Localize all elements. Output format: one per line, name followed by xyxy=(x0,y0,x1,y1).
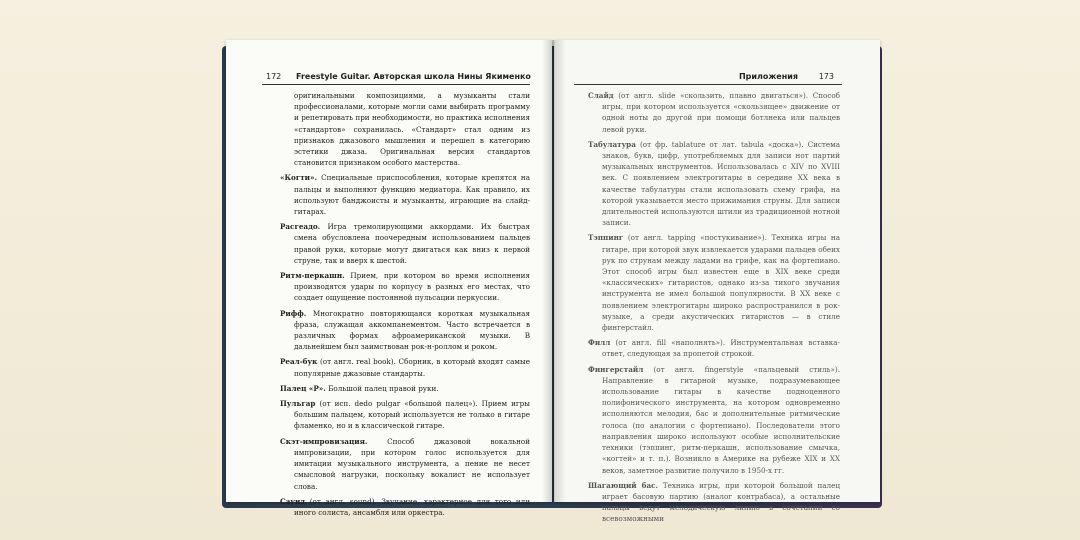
glossary-entry xyxy=(280,398,530,432)
entry-text: (от фр. tablature от лат. tabula «доска»). Система знаков, букв, цифр, употребляемых для записи нот партий музыкальных инструментов. Использовалась с XIV по XVIII век. С появлением электрогитары в середине XX века в качестве табулатуры стали использовать схему грифа, на которой указывается место прижимания струны. Для записи длительностей используются штили из традиционной нотной записи. xyxy=(602,139,840,228)
glossary-entry xyxy=(588,364,840,476)
entry-text: Техника игры, при которой большой палец играет басовую партию (аналог контрабаса), а остальные пальцы ведут мелодическую линию в сочетании со всевозможными xyxy=(602,480,840,524)
right-running-header: Приложения xyxy=(738,72,798,81)
entry-term: Реал-бук xyxy=(280,357,318,367)
entry-term: Палец «Р». xyxy=(280,383,326,393)
entry-term: Ритм-перкашн. xyxy=(280,271,345,281)
glossary-entry xyxy=(588,90,840,135)
left-page-body xyxy=(280,90,530,522)
entry-text: оригинальными композициями, а музыканты стали профессионалами, которые могли сами выбирать программу и репетировать при необходимости, но практика исполнения «стандартов» сохранилась. «Стандарт» стал одним из признаков джазового мышления и перешел в категорию эстетики джаза. Оригинальная версия стандартов становится признаком особого мастерства. xyxy=(294,91,530,168)
entry-term: Фингерстайл xyxy=(588,364,644,374)
glossary-entry xyxy=(280,308,530,353)
left-running-header: Freestyle Guitar. Авторская школа Нины Якименко xyxy=(296,72,531,81)
right-page xyxy=(554,40,880,524)
glossary-entry xyxy=(588,480,840,525)
entry-text: Способ джазовой вокальной импровизации, при котором голос используется для имитации музыкального инструмента, а пение не несет смысловой нагрузки, поскольку вокалист не использует слова. xyxy=(294,436,530,491)
left-header-rule xyxy=(262,84,530,85)
entry-term: Тэппинг xyxy=(588,233,624,243)
entry-term: «Когти». xyxy=(280,173,318,183)
glossary-entry xyxy=(280,221,530,266)
entry-text: (от англ. real book). Сборник, в который входят самые популярные джазовые стандарты. xyxy=(294,357,530,378)
entry-term: Пульгар xyxy=(280,399,316,409)
glossary-entry xyxy=(280,90,530,168)
entry-term: Скэт-импровизация. xyxy=(280,436,368,446)
entry-term: Рифф. xyxy=(280,308,307,318)
glossary-entry xyxy=(280,496,530,518)
glossary-entry xyxy=(588,232,840,333)
left-page-number: 172 xyxy=(266,72,282,81)
glossary-entry xyxy=(280,436,530,492)
entry-term: Филл xyxy=(588,338,611,348)
entry-text: (от англ. tapping «постукивание»). Техника игры на гитаре, при которой звук извлекается ударами пальцев обеих рук по струнам между ладами на грифе, как на фортепиано. Этот способ игры был известен еще в XIX веке среди «классических» гитаристов, однако из-за тихого звучания инструмента не имел большой популярности. В XX веке с появлением электрогитары широко распространился в рок-музыке, а среди акустических гитаристов — в стиле фингерстайл. xyxy=(602,233,840,333)
glossary-entry xyxy=(280,270,530,304)
entry-text: (от англ. fingerstyle «пальцевый стиль»). Направление в гитарной музыке, подразумевающее использование гитары в качестве подноценного полифонического инструмента, на котором одновременно исполняются мелодия, бас и дополнительные ритмические голоса (по аналогии с фортепиано). Последователи этого направления широко используют особые исполнительские техники (тэппинг, ритм-перкашн, использование смычка, «когтей» и т. п.). Возникло в Америке на рубеже XIX и XX веков, заметное развитие получило в 1950-х гг. xyxy=(602,364,840,475)
entry-text: Большой палец правой руки. xyxy=(328,383,439,393)
entry-text: Многократно повторяющаяся короткая музыкальная фраза, служащая аккомпанементом. Часто встречается в различных формах афроамериканской музыки. В дальнейшем был заимствован рок-н-роллом и роком. xyxy=(294,308,530,352)
right-page-number: 173 xyxy=(818,72,834,81)
open-book xyxy=(222,40,882,524)
entry-text: (от англ. slide «скользить, плавно двигаться»). Способ игры, при котором используется «скользящее» движение от одной ноты до другой при помощи ботлнека или пальцев левой руки. xyxy=(602,91,840,134)
entry-term: Слайд xyxy=(588,91,614,100)
entry-text: (от англ. sound). Звучание, характерное для того или иного солиста, ансамбля или оркестра. xyxy=(294,496,530,517)
entry-text: Специальные приспособления, которые крепятся на пальцы и выполняют функцию медиатора. Как правило, их используют банджоисты и музыканты, играющие на слайд-гитарах. xyxy=(294,173,530,217)
right-page-body xyxy=(588,90,840,529)
left-page xyxy=(226,40,552,517)
entry-text: Прием, при котором во время исполнения производятся удары по корпусу в разных его местах, что создает ощущение постоянной пульсации перкуссии. xyxy=(294,271,530,303)
glossary-entry xyxy=(588,337,840,359)
entry-text: (от исп. dedo pulgar «большой палец»). Прием игры большим пальцем, который используется не только в гитаре фламенко, но и в классической гитаре. xyxy=(294,399,530,431)
entry-term: Расгеадо. xyxy=(280,222,321,232)
right-header-rule xyxy=(574,84,842,85)
entry-term: Шагающий бас. xyxy=(588,480,659,490)
glossary-entry xyxy=(280,356,530,378)
entry-term: Табулатура xyxy=(588,139,636,149)
entry-text: Игра тремолирующими аккордами. Их быстрая смена обусловлена поочередным использованием пальцев правой руки, которые могут двигаться как вниз к первой струне, так и вверх к шестой. xyxy=(294,222,530,265)
glossary-entry xyxy=(588,139,840,229)
entry-text: (от англ. fill «наполнять»). Инструментальная вставка-ответ, следующая за пропетой строкой. xyxy=(602,338,840,359)
glossary-entry xyxy=(280,383,530,394)
glossary-entry xyxy=(280,172,530,217)
entry-term: Саунд xyxy=(280,496,306,506)
